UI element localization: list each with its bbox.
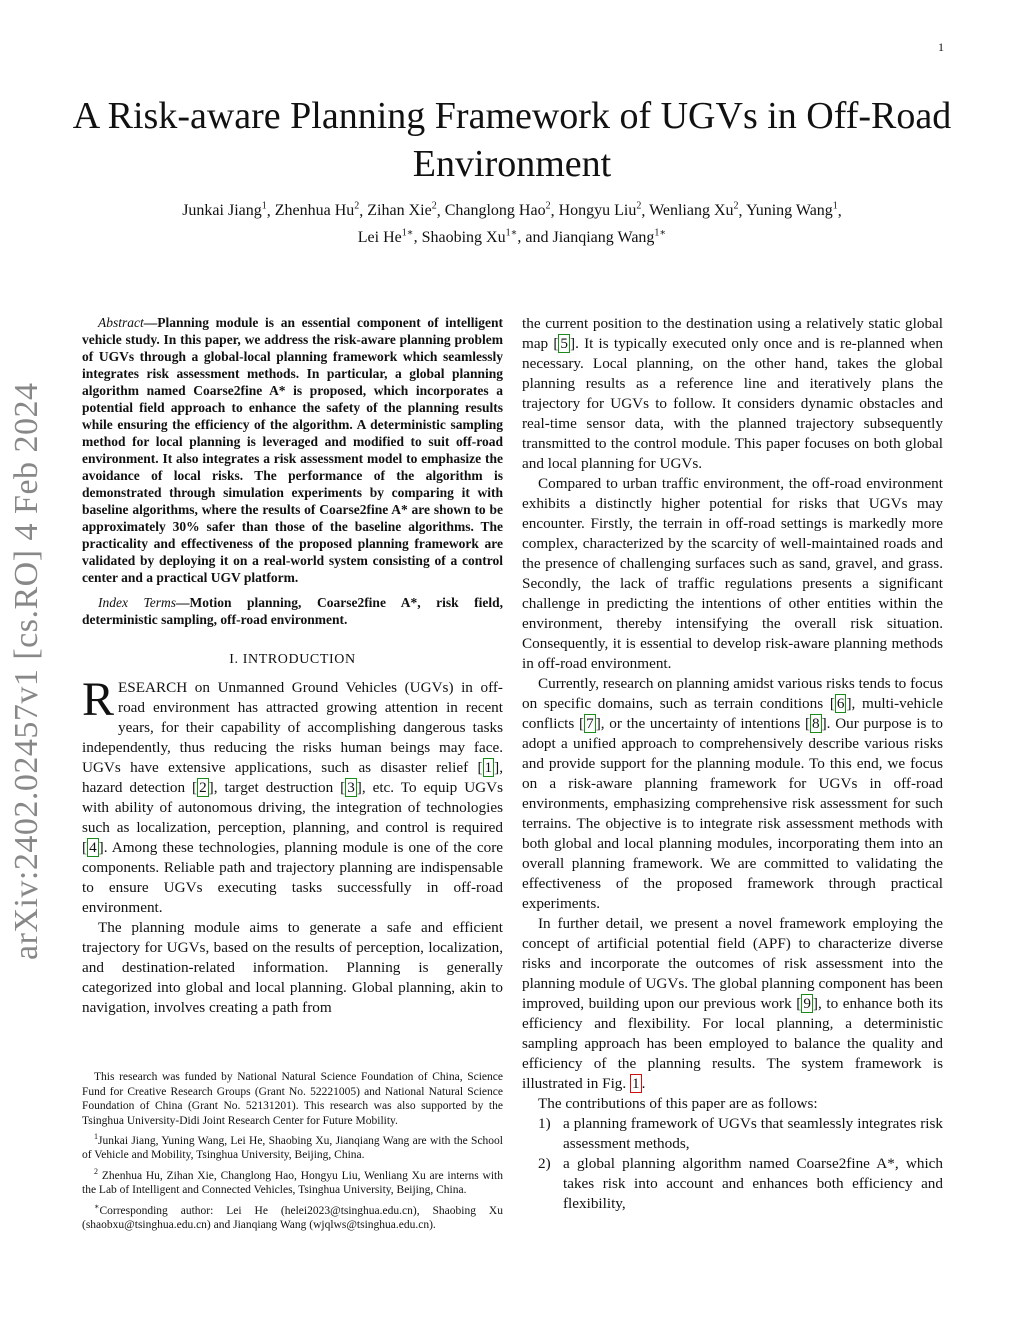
contribution-list (522, 1114, 943, 1214)
intro-paragraph-2-continued: the current position to the destination using a relatively static global map [ 5 ]. It is typically executed only once and is re-planned when necessary. Local planning, on the other hand, takes the global planning results as a reference line and iteratively plans the trajectory for UGVs to follow. It considers dynamic obstacles and real-time sensor data, with the planned trajectory subsequently transmitted to the control module. This paper focuses on both global and local planning for UGVs. (522, 315, 943, 472)
citation-link[interactable]: 2 (199, 779, 207, 796)
right-column (522, 314, 943, 1214)
affiliation-mark: 2 (354, 201, 360, 212)
drop-cap: R (82, 673, 115, 726)
text-run: , hazard detection (82, 759, 503, 796)
author (559, 202, 642, 219)
footnote-mark: 2 (94, 1166, 98, 1176)
author-name: Yuning Wang (745, 202, 833, 220)
author-name: and Jianqiang Wang (525, 228, 655, 246)
footnote-mark: ∗ (94, 1201, 100, 1211)
contribution-item (522, 1154, 943, 1214)
author-name: Junkai Jiang (182, 202, 262, 220)
text-run: Zhenhua Hu, Zihan Xie, Changlong Hao, Hongyu Liu, Wenliang Xu are interns with the Lab of Intelligent and Connected Vehicles, Tsinghua University, Beijing, China. (82, 1169, 503, 1197)
author-name: Changlong Hao (444, 202, 546, 220)
intro-paragraph-6: The contributions of this paper are as follows: (538, 1095, 818, 1112)
intro-paragraph-2: The planning module aims to generate a safe and efficient trajectory for UGVs, based on the results of perception, localization, and destination-related information. Planning is generally categorized into global and local planning. Global planning, akin to navigation, involves creating a path from (82, 919, 503, 1016)
text-run: , to enhance both its efficiency and flexibility. For local planning, a deterministic sampling approach has been employed to balance the quality and efficiency of the planning results. The system framework is illustrated in Fig. (522, 995, 943, 1092)
index-terms (82, 594, 503, 628)
index-terms-text: —Motion planning, Coarse2fine A*, risk field, deterministic sampling, off-road environment. (82, 595, 503, 627)
contribution-item (522, 1114, 943, 1154)
citation-link[interactable]: 7 (586, 715, 594, 732)
citation-link[interactable]: 6 (836, 695, 845, 712)
author (649, 202, 738, 219)
abstract-text: —Planning module is an essential component of intelligent vehicle study. In this paper, we address the risk-aware planning problem of UGVs through a global-local planning framework which seamlessly integrates risk assessment methods. In particular, a global planning algorithm named Coarse2fine A* is proposed, which incorporates a potential field approach to enhance the safety of the planning results while ensuring the efficiency of the algorithm. A deterministic sampling method for local planning is leveraged and modified to suit off-road environment. It also integrates a risk assessment model to emphasize the avoidance of local risks. The performance of the algorithm is demonstrated through simulation experiments by comparing it with baseline algorithms, where the results of Coarse2fine A* are shown to be approximately 30% safer than those of the baseline algorithms. The practicality and effectiveness of the proposed planning framework are validated by deploying it on a real-world system consisting of a control center and a practical UGV platform. (82, 315, 503, 585)
citation-link[interactable]: 1 (484, 759, 493, 776)
index-terms-label: Index Terms (98, 595, 177, 610)
text-run: , etc. To equip UGVs with ability of autonomous driving, the integration of technologies such as localization, perception, planning, and control is required (82, 779, 504, 836)
text-run: . It is typically executed only once and is re-planned when necessary. Local planning, on the other hand, takes the global planning results as a reference line and iteratively plans the trajectory for UGVs to follow. It considers dynamic obstacles and real-time sensor data, with the planned trajectory subsequently transmitted to the control module. This paper focuses on both global and local planning for UGVs. (522, 335, 943, 472)
author-name: Hongyu Liu (558, 202, 637, 220)
item-number: 1) (538, 1115, 551, 1132)
author-name: Zihan Xie (367, 202, 432, 220)
affiliation-note-2 (82, 1165, 503, 1198)
text-run: . Among these technologies, planning module is one of the core components. Reliable path and trajectory planning are indispensable to ensure UGVs executing tasks successfully in off-road environment. (82, 839, 503, 916)
author (275, 202, 360, 219)
text-run: . (641, 1075, 646, 1092)
text-run: Currently, research on planning amidst various risks tends to focus on specific domains, such as terrain conditions (522, 675, 943, 712)
section-heading-introduction: I. INTRODUCTION (229, 652, 356, 667)
text-run: Junkai Jiang, Yuning Wang, Lei He, Shaobing Xu, Jianqiang Wang are with the School of Vehicle and Mobility, Tsinghua University, Beijing, China. (82, 1134, 503, 1162)
affiliation-note-1 (82, 1130, 503, 1163)
citation-link[interactable]: 9 (803, 995, 811, 1012)
item-text: a global planning algorithm named Coarse2fine A*, which takes risk into account and enhances both efficiency and flexibility, (563, 1155, 943, 1212)
intro-paragraph-4: Currently, research on planning amidst various risks tends to focus on specific domains, such as terrain conditions [ 6 ], multi-vehicle conflicts [ 7 ], or the uncertainty of intentions [ 8 ]. Our purpose is to adopt a unified approach to comprehensively describe various risks and provide support for the planning module. To this end, we focus on a risk-aware planning framework for UGVs in off-road environments, emphasizing comprehensive risk assessment for such terrains. The objective is to integrate risk assessment methods with both global and local planning modules, incorporating them into an overall planning framework. We are committed to validating the effectiveness of the proposed framework through practical experiments. (522, 675, 944, 912)
affiliation-mark: 1∗ (654, 227, 667, 239)
affiliation-mark: 1 (832, 201, 838, 212)
item-text: a planning framework of UGVs that seamlessly integrates risk assessment methods, (563, 1115, 943, 1152)
author-name: Zhenhua Hu (274, 202, 355, 220)
author (182, 202, 267, 219)
text-run: Corresponding author: Lei He (helei2023@tsinghua.edu.cn), Shaobing Xu (shaobxu@tsinghua.edu.cn) and Jianqiang Wang (wjqlws@tsinghua.edu.cn). (82, 1204, 503, 1231)
corresponding-author-note (82, 1200, 503, 1233)
intro-paragraph-1: RESEARCH on Unmanned Ground Vehicles (UGVs) in off-road environment has attracted growing attention in recent years, for their capability of accomplishing dangerous tasks independently, thus reducing the risks human beings may face. UGVs have extensive applications, such as disaster relief [ 1 ], hazard detection [ 2 ], target destruction [ 3 ], etc. To equip UGVs with ability of autonomous driving, the integration of technologies such as localization, perception, planning, and control is required [ 4 ]. Among these technologies, planning module is one of the core components. Reliable path and trajectory planning are indispensable to ensure UGVs executing tasks successfully in off-road environment. (82, 673, 504, 916)
abstract (82, 314, 503, 586)
citation-link[interactable]: 5 (560, 335, 569, 352)
intro-paragraph-5: In further detail, we present a novel framework employing the concept of artificial potential field (APF) to characterize diverse risks and incorporate the outcomes of risk assessment into the planning module of UGVs. The global planning component has been improved, building upon our previous work [ 9 ], to enhance both its efficiency and flexibility. For local planning, a deterministic sampling approach has been employed to balance the quality and efficiency of the planning results. The system framework is illustrated in Fig. 1 . (522, 915, 943, 1092)
author (422, 229, 518, 246)
intro-paragraph-3: Compared to urban traffic environment, the off-road environment exhibits a distinctly higher potential for risks that UGVs may encounter. Firstly, the terrain in off-road settings is markedly more complex, characterized by the scarcity of well-maintained roads and the presence of challenging surfaces such as sand, gravel, and grass. Secondly, the lack of traffic regulations presents a significant challenge in predicting the intentions of other entities within the environment, thereby intensifying the overall risk situation. Consequently, it is essential to develop risk-aware planning methods in off-road environment. (522, 475, 943, 672)
text-run: , or the uncertainty of intentions (600, 715, 805, 732)
footnotes (82, 1070, 503, 1234)
affiliation-mark: 2 (431, 201, 437, 212)
text-run: , target destruction (213, 779, 341, 796)
text-run: ESEARCH on Unmanned Ground Vehicles (UGVs) in off-road environment has attracted growing attention in recent years, for their capability of accomplishing dangerous tasks independently, thus reducing the risks human beings may face. UGVs have extensive applications, such as disaster relief (82, 679, 503, 776)
text-run: . Our purpose is to adopt a unified approach to comprehensively describe various risks and provide support for the planning module. To this end, we focus on a risk-aware planning framework for UGVs in off-road environments, emphasizing comprehensive risk assessment for such terrains. The objective is to integrate risk assessment methods with both global and local planning modules, incorporating them into an overall planning framework. We are committed to validating the effectiveness of the proposed framework through practical experiments. (522, 715, 944, 912)
author (358, 229, 414, 246)
text-run: , multi-vehicle conflicts (522, 695, 943, 732)
item-number: 2) (538, 1155, 551, 1172)
page-number: 1 (938, 40, 944, 54)
abstract-label: Abstract (98, 315, 144, 330)
affiliation-mark: 1∗ (505, 227, 518, 239)
author-name: Wenliang Xu (649, 202, 734, 220)
affiliation-mark: 1∗ (401, 227, 414, 239)
author (367, 202, 436, 219)
figure-link[interactable]: 1 (632, 1075, 640, 1092)
author-name: Shaobing Xu (421, 228, 506, 246)
arxiv-identifier[interactable]: arXiv:2402.02457v1 [cs.RO] 4 Feb 2024 (8, 382, 45, 960)
affiliation-mark: 2 (545, 201, 551, 212)
author (445, 202, 551, 219)
text-run: In further detail, we present a novel framework employing the concept of artificial potential field (APF) to characterize diverse risks and incorporate the outcomes of risk assessment into the planning module of UGVs. The global planning component has been improved, building upon our previous work (522, 915, 943, 1012)
citation-link[interactable]: 4 (89, 839, 97, 856)
text-run: the current position to the destination using a relatively static global map (522, 315, 943, 352)
footnote-mark: 1 (94, 1132, 98, 1141)
funding-note: This research was funded by National Natural Science Foundation of China, Science Fund for Creative Research Groups (Grant No. 52221005) and National Natural Science Foundation of China (Grant No. 52131201). This research was also supported by the Tsinghua University-Didi Joint Research Center for Future Mobility. (82, 1071, 503, 1127)
author-name: Lei He (357, 228, 402, 246)
author (746, 202, 838, 219)
affiliation-mark: 1 (261, 201, 267, 212)
citation-link[interactable]: 3 (347, 779, 355, 796)
left-column (82, 314, 503, 1018)
citation-link[interactable]: 8 (812, 715, 820, 732)
affiliation-mark: 2 (636, 201, 642, 212)
affiliation-mark: 2 (733, 201, 739, 212)
author (525, 229, 666, 246)
author-list: Junkai Jiang$^1$, Zhenhua Hu$^2$, Zihan Xie$^2$, Changlong Hao$^2$, Hongyu Liu$^2$, Wenliang Xu$^2$, Yuning Wang$^1$, Lei $He^{1∗}$, Shaobing $Xu^{1∗}$, and Jianqiang Wang$^{1∗}$ (182, 201, 842, 246)
paper-title: A Risk-aware Planning Framework of UGVs in Off-Road Environment (72, 95, 952, 185)
